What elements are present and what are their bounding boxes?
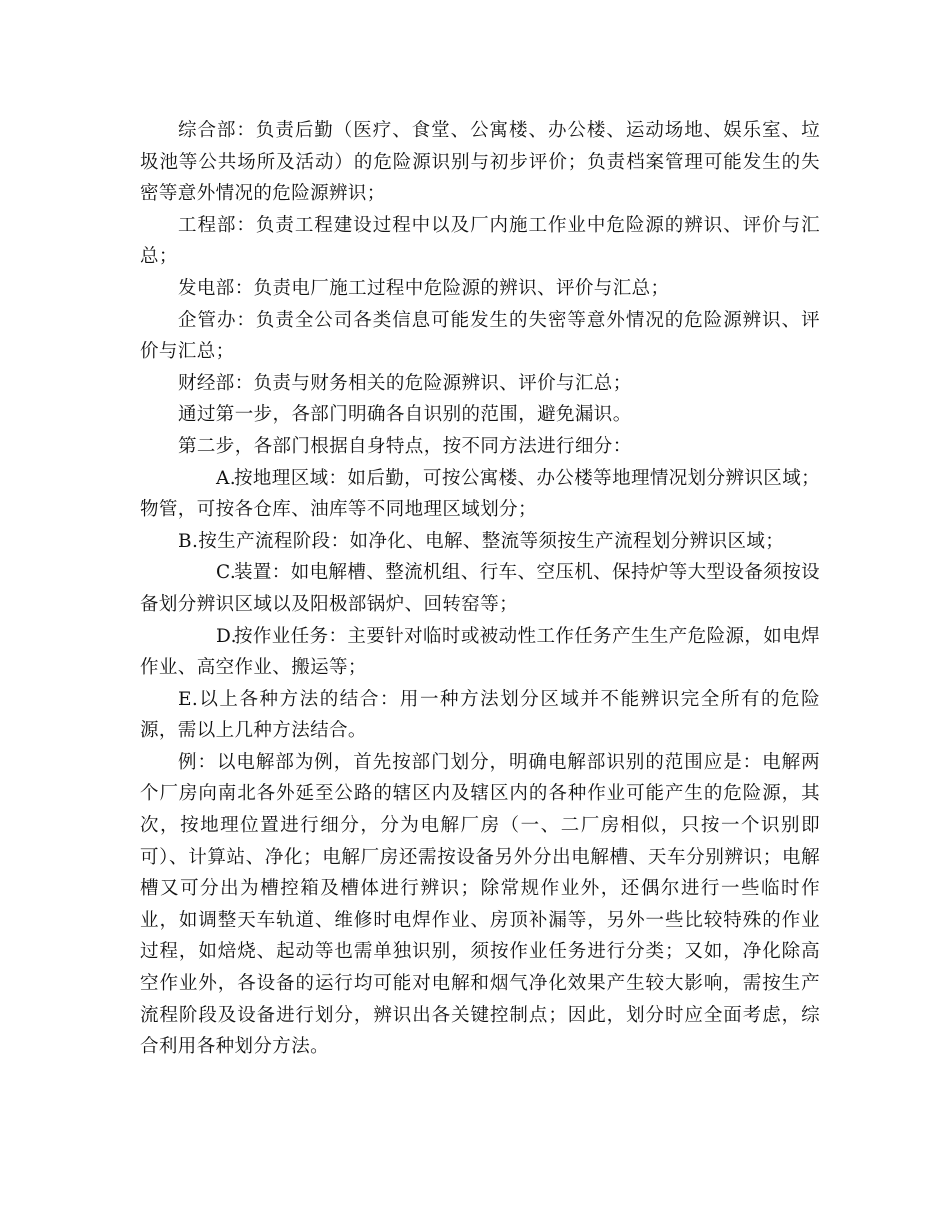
list-item-label: C. xyxy=(216,562,237,584)
paragraph-general-dept xyxy=(140,115,820,210)
list-item-label: E. xyxy=(178,688,199,710)
paragraph-text: 以上各种方法的结合：用一种方法划分区域并不能辨识完全所有的危险源，需以上几种方法结合。 xyxy=(140,688,820,742)
paragraph-text: 按生产流程阶段：如净化、电解、整流等须按生产流程划分辨识区域； xyxy=(198,530,785,552)
paragraph-text: 第二步，各部门根据自身特点，按不同方法进行细分： xyxy=(178,435,632,457)
paragraph-example xyxy=(140,747,820,1063)
paragraph-step-one xyxy=(140,399,820,431)
paragraph-text: 财经部：负责与财务相关的危险源辨识、评价与汇总； xyxy=(178,372,632,394)
paragraph-finance-dept xyxy=(140,368,820,400)
list-item-label: B. xyxy=(178,530,199,552)
paragraph-management-office xyxy=(140,305,820,368)
paragraph-text: 按作业任务：主要针对临时或被动性工作任务产生生产危险源，如电焊作业、高空作业、搬运等； xyxy=(140,625,820,679)
paragraph-engineering-dept xyxy=(140,210,820,273)
paragraph-step-two xyxy=(140,431,820,463)
paragraph-text: 企管办：负责全公司各类信息可能发生的失密等意外情况的危险源辨识、评价与汇总； xyxy=(140,309,820,363)
paragraph-text: 例：以电解部为例，首先按部门划分，明确电解部识别的范围应是：电解两个厂房向南北各外延至公路的辖区内及辖区内的各种作业可能产生的危险源，其次，按地理位置进行细分，分为电解厂房（一、二厂房相似，只按一个识别即可）、计算站、净化；电解厂房还需按设备另外分出电解槽、天车分别辨识；电解槽又可分出为槽控箱及槽体进行辨识；除常规作业外，还偶尔进行一些临时作业，如调整天车轨道、维修时电焊作业、房顶补漏等，另外一些比较特殊的作业过程，如焙烧、起动等也需单独识别，须按作业任务进行分类；又如，净化除高空作业外，各设备的运行均可能对电解和烟气净化效果产生较大影响，需按生产流程阶段及设备进行划分，辨识出各关键控制点；因此，划分时应全面考虑，综合利用各种划分方法。 xyxy=(140,751,820,1058)
list-item-label: D. xyxy=(216,625,237,647)
paragraph-text: 综合部：负责后勤（医疗、食堂、公寓楼、办公楼、运动场地、娱乐室、垃圾池等公共场所及活动）的危险源识别与初步评价；负责档案管理可能发生的失密等意外情况的危险源辨识； xyxy=(140,120,820,205)
list-item-a xyxy=(140,463,820,526)
list-item-b xyxy=(140,526,820,558)
paragraph-text: 按地理区域：如后勤，可按公寓楼、办公楼等地理情况划分辨识区域；物管，可按各仓库、油库等不同地理区域划分； xyxy=(140,467,820,521)
paragraph-text: 发电部：负责电厂施工过程中危险源的辨识、评价与汇总； xyxy=(178,277,670,299)
list-item-e xyxy=(140,684,820,747)
paragraph-text: 装置：如电解槽、整流机组、行车、空压机、保持炉等大型设备须按设备划分辨识区域以及阳极部锅炉、回转窑等； xyxy=(140,562,820,615)
paragraph-text: 通过第一步，各部门明确各自识别的范围，避免漏识。 xyxy=(178,404,632,426)
list-item-c xyxy=(140,557,820,620)
list-item-label: A. xyxy=(216,467,237,489)
list-item-d xyxy=(140,621,820,684)
paragraph-text: 工程部：负责工程建设过程中以及厂内施工作业中危险源的辨识、评价与汇总； xyxy=(140,214,820,268)
document-body xyxy=(140,115,820,1063)
paragraph-power-dept xyxy=(140,273,820,305)
